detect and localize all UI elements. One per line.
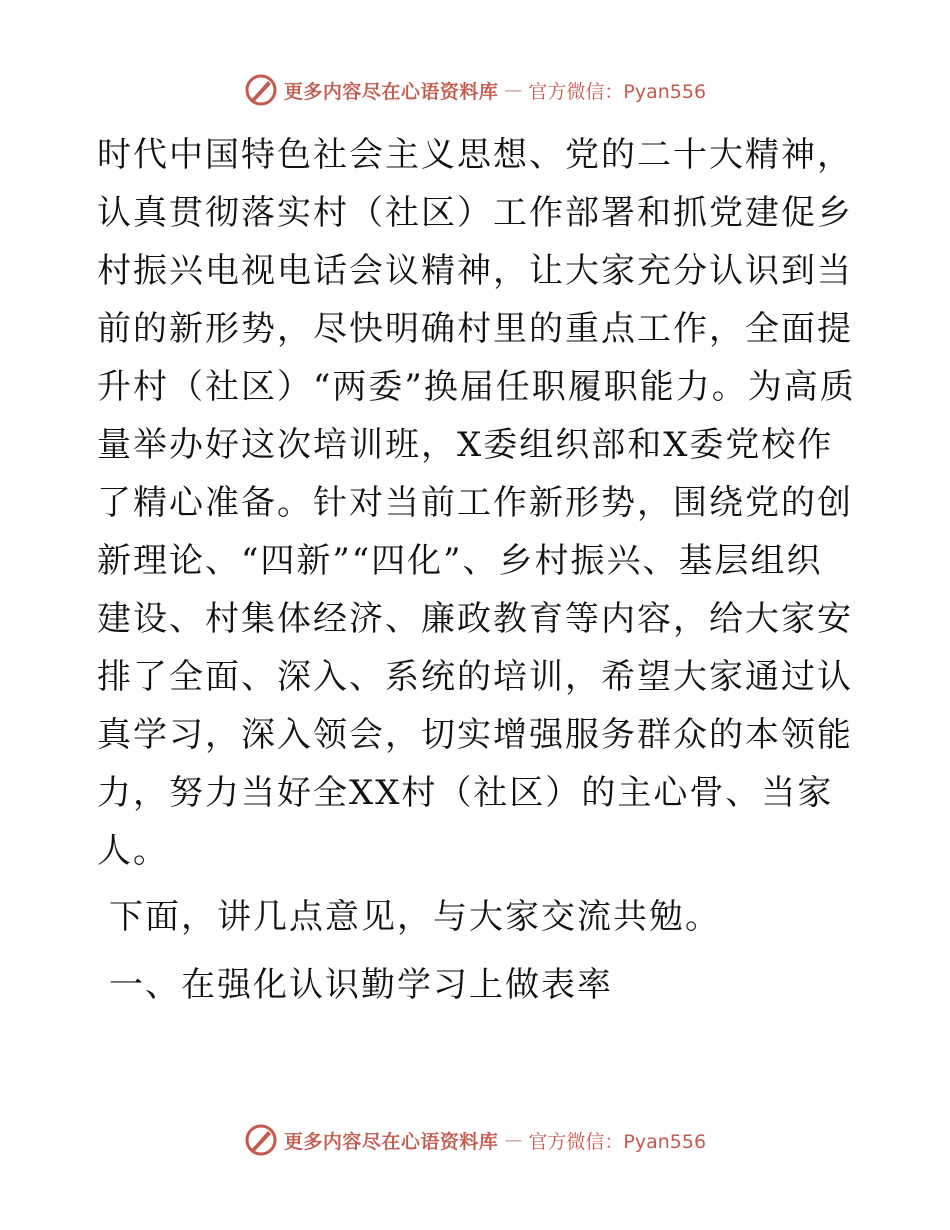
quill-in-circle-icon	[244, 73, 278, 107]
document-body	[97, 126, 857, 1024]
watermark-brand: 更多内容尽在心语资料库	[283, 80, 499, 103]
quill-in-circle-icon	[244, 1123, 278, 1157]
watermark-wechat: 官方微信：Pyan556	[528, 80, 707, 103]
watermark-wechat: 官方微信：Pyan556	[528, 1130, 707, 1153]
watermark-brand: 更多内容尽在心语资料库	[283, 1130, 499, 1153]
footer-watermark	[0, 1120, 950, 1160]
watermark-separator: —	[504, 1129, 523, 1151]
header-watermark	[0, 70, 950, 110]
section-heading: 一、在强化认识勤学习上做表率	[109, 965, 613, 1005]
watermark-separator: —	[504, 79, 523, 101]
body-paragraph-intro: 下面，讲几点意见，与大家交流共勉。	[109, 897, 721, 937]
body-paragraph: 时代中国特色社会主义思想、党的二十大精神，认真贯彻落实村（社区）工作部署和抓党建促乡村振兴电视电话会议精神，让大家充分认识到当前的新形势，尽快明确村里的重点工作，全面提升村（社区）“两委”换届任职履职能力。为高质量举办好这次培训班，X委组织部和X委党校作了精心准备。针对当前工作新形势，围绕党的创新理论、“四新”“四化”、乡村振兴、基层组织建设、村集体经济、廉政教育等内容，给大家安排了全面、深入、系统的培训，希望大家通过认真学习，深入领会，切实增强服务群众的本领能力，努力当好全XX村（社区）的主心骨、当家人。	[97, 135, 856, 871]
